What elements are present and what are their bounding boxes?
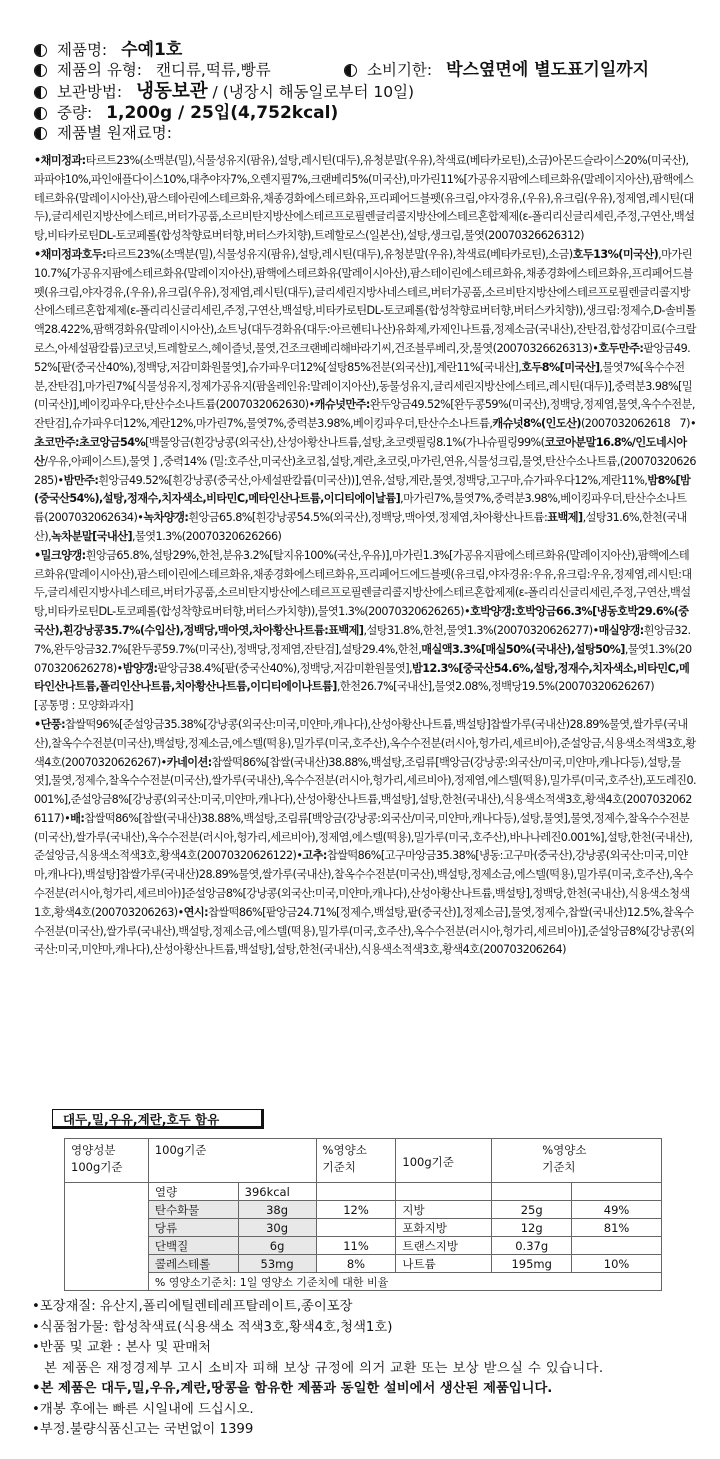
half-circle-bullet-icon [34,107,47,120]
half-circle-bullet-icon [34,44,47,57]
storage-label: 보관방법: [57,83,123,101]
nutrient-name: 당류 [148,1219,238,1237]
ingredient-heading-segment: 매실양갱: [598,623,644,637]
weight-label: 중량: [57,104,93,122]
nutrition-title: 영양성분 [71,1143,116,1157]
ingredient-text-segment: ,설탕31.8%,한천,물엿1.3%(20070320626277)• [363,623,599,637]
nutrition-empty-cell [396,1183,492,1201]
product-type-label: 제품의 유형: [57,61,143,79]
weight-value: 1,200g / 25입(4,752kcal) [106,103,339,123]
ingredient-heading-segment: •단풍: [34,717,66,731]
nutrient-name: 콜레스테롤 [148,1255,238,1273]
common-name-note: [공통명 : 모양화과자] [34,699,133,713]
ingredient-heading-segment: 매실액3.3%[매실50%(국내산),설탕50%] [421,642,625,656]
nutrition-row [65,1255,662,1273]
nutrient-name: 트랜스지방 [396,1237,492,1255]
ingredient-text-segment: /우유,아페이스트),물엿 ] ,중력14% (밀:호주산,미국산)초코칩,설탕,계란,초코릿,마가린,연유,식물성크림,물엿,탄산수소나트륨,(20070320626285)• [34,454,696,487]
calories-value: 396kcal [238,1183,316,1201]
allergen-badge: 대두,밀,우유,계란,호두 함유 [52,1109,264,1129]
nutrient-amount: 25g [520,1202,543,1217]
packaging-material: •포장재질: 유산지,폴리에틸렌테레프탈레이트,종이포장 [32,1299,353,1314]
product-name-line [34,40,182,60]
ingredient-text-segment: ,물엿1.3%(20070320626266) [132,529,282,543]
ingredient-text-segment: ,물엿1.3%(20070320626278)• [34,642,692,675]
nutrition-basis: 100g기준 [71,1160,123,1174]
nutrition-empty-cell [316,1183,396,1201]
nutrition-spacer-cell [65,1201,149,1219]
product-type-value: 캔디류,떡류,빵류 [156,61,271,79]
ingredient-text-segment: 찹쌀떡86%[팥앙금24.71%[정제수,백설탕,팥(중국산)],정제소금],물엿,정제수,찹쌀(국내산)12.5%,찰옥수수전분(미국산),쌀가루(국내산),백설탕,정제소금,에스텔(떡용),밀가루(미국,호주산),옥수수전분(러시아,헝가리,세르비아)],준설앙금8%[강낭콩(외국산:미국,미얀마,캐나다),산성아황산나트륨,백설탕],설탕,한천(국내산),식용색소적색3호,황색4호(200703206264) [34,905,695,957]
nutrient-percent: 81% [572,1219,662,1237]
half-circle-bullet-icon [344,64,357,77]
ingredient-heading-segment: 캐슈넛8%(인도산) [492,417,581,431]
nutrition-spacer-cell [65,1183,149,1201]
ingredient-text-segment: 찹쌀떡96%[준설앙금35.38%[강낭콩(외국산:미국,미얀마,캐나다),산성아황산나트륨,백설탕]찹쌀가루(국내산)28.89%물엿,쌀가루(국내산),찰옥수수전분(미국산),백설탕,정제소금,에스텔(떡용),밀가루(미국,호주산),옥수수전분(러시아,헝가리,세르비아),준설앙금,식용색소적색3호,황색4호(20070320626267)• [34,717,696,769]
nutrition-spacer-cell [65,1273,149,1291]
ingredient-text-segment: 팥앙금38.4%[팥(중국산40%),정백당,저감미환원물엿], [157,661,413,675]
ingredient-heading-segment: •밀크양갱: [34,548,86,562]
nutrient-amount [492,1237,572,1255]
nutrient-percent [572,1237,662,1255]
food-additives: •식품첨가물: 합성착색료(식용색소 적색3호,황색4호,청색1호) [32,1319,393,1335]
nutrition-footnote-row [65,1273,662,1291]
ingredient-heading-segment: 연시: [183,905,209,919]
nutrition-calorie-row [65,1183,662,1201]
ingredient-text-segment: 흰앙금32.7%,완두앙금32.7%[완두콩59.7%(미국산),정백당,정제염,잔탄검],설탕29.4%,한천, [34,623,691,656]
ingredient-heading-segment: 호두8%[미국산] [521,360,600,374]
ingredient-heading-segment: 캐슈넛만주: [314,398,370,412]
ingredient-heading-segment: 녹차분말[국내산] [51,529,133,543]
ingredients-list [34,152,696,960]
ingredients-paragraph [34,716,696,960]
ingredients-paragraph [34,547,696,697]
nutrient-percent: 49% [572,1201,662,1219]
ingredient-text-segment: ,한천26.7%[국내산],물엿2.08%,정백당19.5%(20070320626267) [336,680,655,694]
ingredient-text-segment: 타르트23%(소맥분(밀),식물성유지(팜유),설탕,레시틴(대두),유청분말(우유),착색료(베타카로틴),소금)아몬드슬라이스20%(미국산),파파야10%,파인애플다이스10%,대추야자7%,오렌지필7%,크랜베리5%(미국산),마가린11%[가공유지팜에스테르화유(말레이지아산),팜핵에스테르화유(말레이시아산),팜스테아린에스테르화유,채종경화에스테르화유,프리페어드블펫(유크림,야자경유,(우유),유크림(우유),정제염,레시틴(대두),글리세린지방산에스테르,버터가공품,소르비탄지방산에스테르프로필렌글리콜지방산에스테르혼합제제(ε-폴리리신글리세린,주정,구연산,백설탕,비타카로틴DL-토코페롤(합성착향료버터향,버터스카치향),트레할로스(일본산),설탕,생크림,물엿(20070326626312) [34,154,695,243]
nutrient-percent: 8% [316,1255,396,1273]
ingredients-heading: 제품별 원재료명: [57,124,172,142]
weight-line [34,103,338,123]
ingredient-heading-segment: 밤12.3%[중국산54.6%,설탕,정재수,치자색소,비타민C,메타인산나트륨,폴리인산나트륨,치아황산나트륨,이디티에이나트륨] [34,661,690,694]
ingredient-text-segment: 흰앙금65.8%,설탕29%,한천,분유3.2%[탈지유100%(국산,우유)],마가린1.3%[가공유지팜에스테르화유(말레이지아산),팜핵에스테르화유(말레이시아산),팜스테이린에스테르화유,채종경화에스테르화유,프리페어드에드블펫(유크림,야자경유:우유,유크림:우유,정제염,레시틴:대두,글리세린지방사네스테르,버터가공품,소르비탄지방산에스테르프로필렌글리콜지방산에스테르혼합제제(ε-폴리리신글리세린,주정,구연산,백설탕,비타카로틴DL-토코페롤(합성착향료버터향,버터스카치향)),물엿1.3%(20070320626265)• [34,548,692,619]
ingredient-text-segment: 흰앙금65.8%[흰강낭콩54.5%(외국산),정백당,맥아엿,정제염,차아황산나트륨: [188,511,548,525]
nutrition-empty-cell [492,1183,572,1201]
ingredient-heading-segment: 밤8%[밤(중국산54%),설탕,정재수,치자색소,비타민C,메타인산나트륨,이디티에이날륨] [34,473,691,506]
nutrition-header-row [65,1139,662,1183]
nutrition-footnote: % 영양소기준치: 1일 영양소 기준치에 대한 비율 [148,1273,661,1291]
ingredient-heading-segment: 녹차양갱: [143,511,189,525]
nutrition-empty-cell [572,1183,662,1201]
nutrition-table [64,1138,662,1291]
ingredient-text-segment: 타르트23%(소맥분(밀),식물성유지(팜유),설탕,레시틴(대두),유청분말(우유),착색료(베타카로틴),소금) [106,247,573,261]
nutrient-amount: 38g [238,1201,316,1219]
ingredient-heading-segment: •채미정과호두: [34,247,107,261]
half-circle-bullet-icon [34,64,47,77]
nutrition-spacer-cell [65,1237,149,1255]
expiry-line [344,60,649,80]
nutrient-name: 단백질 [148,1237,238,1255]
ingredient-text-segment: 흰앙금49.52%[흰강낭콩(중국산,아세설판칼륨(미국산))],연유,설탕,계란,물엿,정백당,고구마,슈가파우다12%,계란11%, [98,473,648,487]
nutrient-name: 탄수화물 [148,1201,238,1219]
nutrition-header-cell: %영양소 기준치 [492,1139,662,1183]
nutrient-amount [492,1255,572,1273]
calories-label: 열량 [148,1183,238,1201]
returns-info: •반품 및 교환 : 본사 및 판매처 [32,1340,211,1355]
nutrient-amount: 6g [238,1237,316,1255]
ingredient-heading-segment: •채미정과: [34,154,86,167]
nutrition-header-cell: 100g기준 [148,1139,316,1183]
ingredient-heading-segment: 카네이션: [166,755,212,769]
nutrient-percent: 10% [572,1255,662,1273]
product-name-label: 제품명: [57,41,108,59]
ingredient-heading-segment: 밤만주: [63,473,99,487]
ingredient-heading-segment: 코코아분말16.8%/인도네시아산 [34,435,687,468]
nutrient-amount: 53mg [238,1255,316,1273]
ingredient-text-segment: ,마가린10.7%[가공유지팜에스테르화유(말레이지아산),팜핵에스테르화유(말레이시아산),팜스테이린에스테르화유,채종경화에스테르화유,프리페어드블펫(유크림,야자경유,(우유),유크림(우유),정제염,레시틴(대두),글리세린지방사네스테르,버터가공품,소르비탄지방산에스테르프로필렌글리콜지방산에스테르혼합제제(ε-폴리리신글리세린,주정,구연산,백설탕,비타카로틴DL-토코페롤(합성착향료버터향,버터스카치향)),생크림:정제수,D-솔비톨액28.422%,팜핵경화유(말레이시아산),쇼트닝(대두경화유(대두:아르헨티나산)유화제,카제인나트륨,정제소금(국내산),잔탄검,합성감미료(수크랄로스,아세설팜칼륨)코코넛,트레할로스,헤이즐넛,물엿,건조크랜베리해바라기씨,건조블루베리,잣,물엿(20070326626313)• [34,247,696,355]
nutrient-percent [316,1219,396,1237]
ingredient-text-segment: (2007032062618 7)• [580,417,696,431]
ingredient-text-segment: [백물앙금(흰강낭콩(외국산),산성아황산나트륨,설탕,초코렛필링8.1%(가나슈필링99%( [145,435,545,449]
ingredient-heading-segment: 호두13%(미국산) [572,247,659,261]
ingredient-heading-segment: 표백제] [547,511,583,525]
nutrient-amount [492,1219,572,1237]
ingredient-text-segment: 찹쌀떡86%[찹쌀(국내산)38.88%,백설탕,조림류[백앙금(강낭콩:외국산/미국,미얀마,캐나다등),설탕,물엿],물엿,정제수,찰옥수수전분(미국산),쌀가루(국내산),옥수수전분(러시아,헝가리,세르비아),정제염,에스텔(떡용),밀가루(미국,호주산),바나나레진0.001%],설탕,한천(국내산),준설앙금,식용색소적색3호,황색4호(20070320626122)• [34,811,693,863]
half-circle-bullet-icon [34,86,47,99]
product-type-line [34,60,271,80]
ingredients-heading-line [34,123,172,143]
storage-note: / (냉장시 해동일로부터 10일) [212,83,415,101]
label-footer [32,1297,712,1441]
report-info: •부정.불량식품신고는 국번없이 1399 [32,1422,254,1437]
nutrient-amount: 12g [520,1220,543,1235]
nutrient-name: 포화지방 [396,1219,492,1237]
half-circle-bullet-icon [34,127,47,140]
expiry-value: 박스옆면에 별도표기일까지 [446,60,650,80]
ingredient-heading-segment: 배: [70,811,85,825]
nutrition-row [65,1201,662,1219]
nutrition-header-cell: 100g기준 [396,1139,492,1183]
nutrition-row [65,1237,662,1255]
nutrient-name: 지방 [396,1201,492,1219]
expiry-label: 소비기한: [367,61,433,79]
nutrition-rows [65,1201,662,1273]
nutrient-name: 나트륨 [396,1255,492,1273]
returns-note: 본 제품은 재정경제부 고시 소비자 피해 보상 규정에 의거 교환 또는 보상 받으실 수 있습니다. [44,1360,604,1376]
nutrition-spacer-cell [65,1255,149,1273]
ingredient-heading-segment: 호두만주: [598,341,644,355]
facility-notice: •본 제품은 대두,밀,우유,계란,땅콩을 함유한 제품과 동일한 설비에서 생산된 제품입니다. [32,1381,553,1396]
nutrient-amount [492,1201,572,1219]
ingredient-text-segment: ,설탕31.6%,한천(국내산), [34,511,687,543]
ingredient-text-segment: ,마가린7%,물엿7%,중력분3.98%,베이킹파우더,탄산수소나트륨(2007032062634)• [34,492,687,525]
opening-notice: •개봉 후에는 빠른 시일내에 드십시오. [32,1401,254,1417]
product-name-value: 수예1호 [121,40,183,60]
storage-line [34,82,414,102]
nutrient-percent: 12% [316,1201,396,1219]
ingredient-text-segment: 찹쌀떡86%[고구마앙금35.38%[냉동:고구마(중국산),강낭콩(외국산:미국,미얀마,캐나다),백설탕]찹쌀가루(국내산)28.89%물엿,쌀가루(국내산),찰옥수수전분(미국산),백설탕,정제소금,에스텔(떡용),밀가루(미국,호주산),옥수수전분(러시아,헝가리,세르비아)]준설앙금8%[강낭콩(외국산:미국,미얀마,캐나다),산성아황산나트륨,백설탕],정백당,한천(국내산),식용색소청색1호,황색4호(200703206263)• [34,849,693,919]
ingredient-heading-segment: 초코만주:초코앙금54% [34,435,146,449]
nutrient-amount: 0.37g [515,1238,549,1253]
nutrition-spacer-cell [65,1219,149,1237]
ingredient-heading-segment: 호박양갱:호박앙금66.3%[냉동호박29.6%(중국산),흰강낭콩35.7%(수입산),정백당,맥아엿,차아황산나트륨:표백제] [34,605,689,637]
nutrition-row [65,1219,662,1237]
ingredient-text-segment: 완두앙금49.52%[완두콩59%(미국산),정백당,정제염,물엿,옥수수전분,잔탄검],슈가파우더12%,계란12%,마가린7%,물엿7%,중력분3.98%,베이킹파우더,탄산수소나트륨, [34,398,695,431]
storage-value: 냉동보관 [136,81,208,102]
ingredient-text-segment: ,물엿7%[옥수수전분,잔탄검],마가린7%[식물성유지,정제가공유지(팜올레인유:말레이지아산),동물성유지,글리세린지방산에스테르,레시틴(대두)],중력분3.98%[밀(미국산)],베이킹파우다,탄산수소나트륨(2007032062630)• [34,360,693,412]
ingredient-text-segment: 찹쌀떡86%[찹쌀(국내산)38.88%,백설탕,조림류[백앙금(강낭콩:외국산/미국,미얀마,캐나다등),설탕,물엿],물엿,정제수,찰옥수수전분(미국산),쌀가루(국내산),옥수수전분(러시아,헝가리,세르비아),정제염,에스텔(떡용),밀가루(미국,호주산),포도레진0.001%],준설앙금8%[강낭콩(외국산:미국,미얀마,캐나다),산성아황산나트륨,백설탕],설탕,한천(국내산),식용색소적색3호,황색4호(20070320626117)• [34,755,697,825]
ingredients-paragraph [34,246,696,547]
nutrition-header-cell: %영양소 기준치 [316,1139,396,1183]
ingredient-heading-segment: 밤양갱: [122,661,158,675]
ingredient-text-segment: 팥앙금49.52%[팥(중국산40%),정백당,저감미화원물엿],슈가파우더12%[설탕85%전분(외국산)],계란11%[국내산], [34,341,691,374]
nutrition-header-cell [65,1139,149,1183]
nutrient-amount: 195mg [511,1256,552,1271]
ingredient-heading-segment: 고추: [302,849,327,863]
nutrient-percent: 11% [316,1237,396,1255]
ingredients-paragraph [34,152,696,246]
nutrient-amount: 30g [238,1219,316,1237]
